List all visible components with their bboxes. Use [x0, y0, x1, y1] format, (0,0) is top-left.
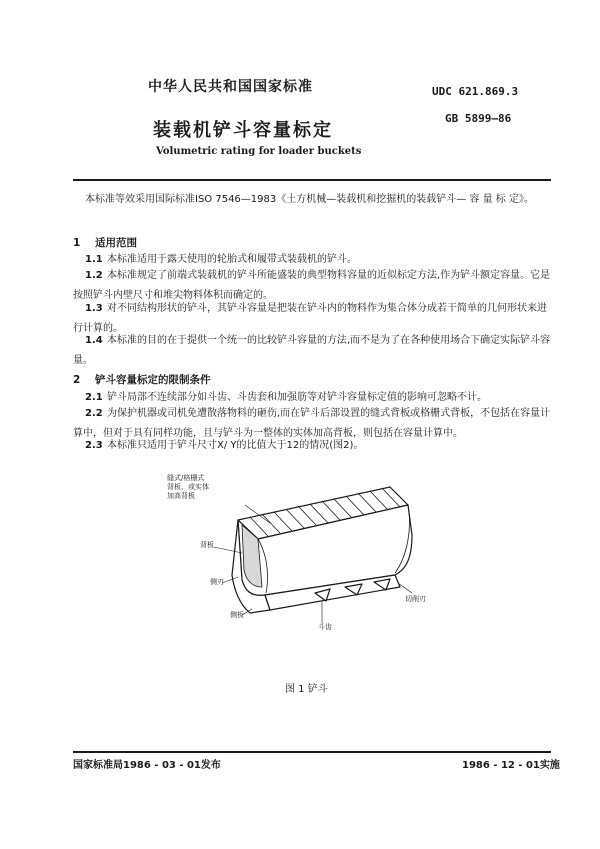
clause-text: 本标准的目的在于提供一个统一的比较铲斗容量的方法,而不是为了在各种使用场合下确定实际铲斗容量。 [73, 335, 551, 366]
document-title: 装载机铲斗容量标定 [153, 120, 333, 141]
label-back-extension-line-2: 背板、或实体 [167, 483, 209, 491]
issue-date: 国家标准局1986 - 03 - 01发布 [73, 760, 221, 771]
udc-code: UDC 621.869.3 [432, 85, 519, 98]
clause-number: 2.1 [85, 392, 103, 403]
clause-text: 为保护机器或司机免遭散落物料的砸伤,而在铲斗后部设置的缝式背板或格栅式背板，不包括在容量计算中，但对于具有同样功能，且与铲斗为一整体的实体加高背板，则包括在容量计算中。 [73, 408, 551, 439]
clause-text: 铲斗局部不连续部分如斗齿、斗齿套和加强筋等对铲斗容量标定值的影响可忽略不计。 [107, 392, 487, 403]
label-teeth: 斗齿 [318, 623, 332, 631]
section-2-number: 2 [73, 374, 81, 386]
clause-number: 1.2 [85, 270, 103, 281]
effective-date: 1986 - 12 - 01实施 [462, 760, 560, 771]
section-1-heading [73, 235, 137, 250]
label-back-extension-line-1: 缝式/格栅式 [167, 474, 205, 482]
english-subtitle: Volumetric rating for loader buckets [156, 146, 362, 157]
issuing-country-standard: 中华人民共和国国家标准 [148, 79, 313, 95]
clause-text: 对不同结构形状的铲斗，其铲斗容量是把装在铲斗内的物料作为集合体分成若干简单的几何形状来进行计算的。 [73, 303, 547, 334]
section-1-title: 适用范围 [95, 237, 137, 249]
label-back-extension-line-3: 加高背板 [167, 492, 195, 500]
figure-caption: 图 1 铲斗 [285, 684, 328, 695]
label-back-extension [167, 474, 209, 501]
label-cutting-edge: 切削刃 [405, 595, 426, 603]
section-2-heading [73, 372, 211, 387]
clause-1-4 [73, 331, 551, 371]
clause-text: 本标准规定了前端式装载机的铲斗所能盛装的典型物料容量的近似标定方法,作为铲斗额定容量。它是按照铲斗内壁尺寸和堆尖物料体积而确定的。 [73, 270, 551, 301]
clause-number: 1.4 [85, 335, 103, 346]
clause-number: 2.3 [85, 440, 103, 451]
clause-text: 本标准适用于露天使用的轮胎式和履带式装载机的铲斗。 [107, 254, 357, 265]
clause-text: 本标准只适用于铲斗尺寸X/ Y的比值大于12的情况(图2)。 [107, 440, 364, 451]
clause-number: 1.3 [85, 303, 103, 314]
footer-rule [73, 751, 551, 753]
section-1-number: 1 [73, 237, 81, 249]
clause-number: 1.1 [85, 254, 103, 265]
clause-2-3 [73, 436, 551, 456]
section-2-title: 铲斗容量标定的限制条件 [95, 374, 211, 386]
clause-number: 2.2 [85, 408, 103, 419]
label-side-plate: 侧板 [230, 611, 244, 619]
label-back-plate: 背板 [200, 541, 214, 549]
header-rule [73, 179, 551, 181]
label-side-edge: 侧刃 [210, 578, 224, 586]
gb-number: GB 5899—86 [445, 112, 512, 125]
intro-text: 本标准等效采用国际标准ISO 7546—1983《土方机械—装载机和挖掘机的装载铲斗— 容 量 标 定》。 [85, 194, 534, 205]
intro-paragraph [73, 190, 551, 210]
